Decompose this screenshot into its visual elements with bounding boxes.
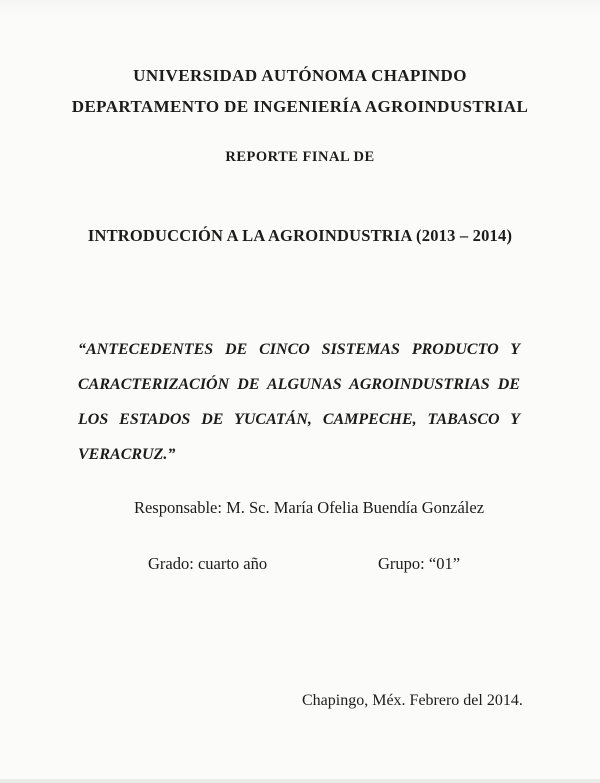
place-date-line: Chapingo, Méx. Febrero del 2014. xyxy=(302,692,523,709)
report-title-quote: “ANTECEDENTES DE CINCO SISTEMAS PRODUCTO Y CARACTERIZACIÓN DE ALGUNAS AGROINDUSTRIAS DE LOS ESTADOS DE YUCATÁN, CAMPECHE, TABASCO Y VERACRUZ.” xyxy=(78,341,520,463)
report-type-label: REPORTE FINAL DE xyxy=(225,149,375,165)
responsible-line: Responsable: M. Sc. María Ofelia Buendía González xyxy=(133,498,485,517)
document-header xyxy=(0,60,600,122)
course-title: INTRODUCCIÓN A LA AGROINDUSTRIA (2013 – 2014) xyxy=(87,226,513,245)
group-label: Grupo: “01” xyxy=(378,554,461,573)
university-name: UNIVERSIDAD AUTÓNOMA CHAPINDO xyxy=(133,66,467,85)
grade-label: Grado: cuarto año xyxy=(148,554,268,573)
department-name: DEPARTAMENTO DE INGENIERÍA AGROINDUSTRIAL xyxy=(71,97,529,116)
